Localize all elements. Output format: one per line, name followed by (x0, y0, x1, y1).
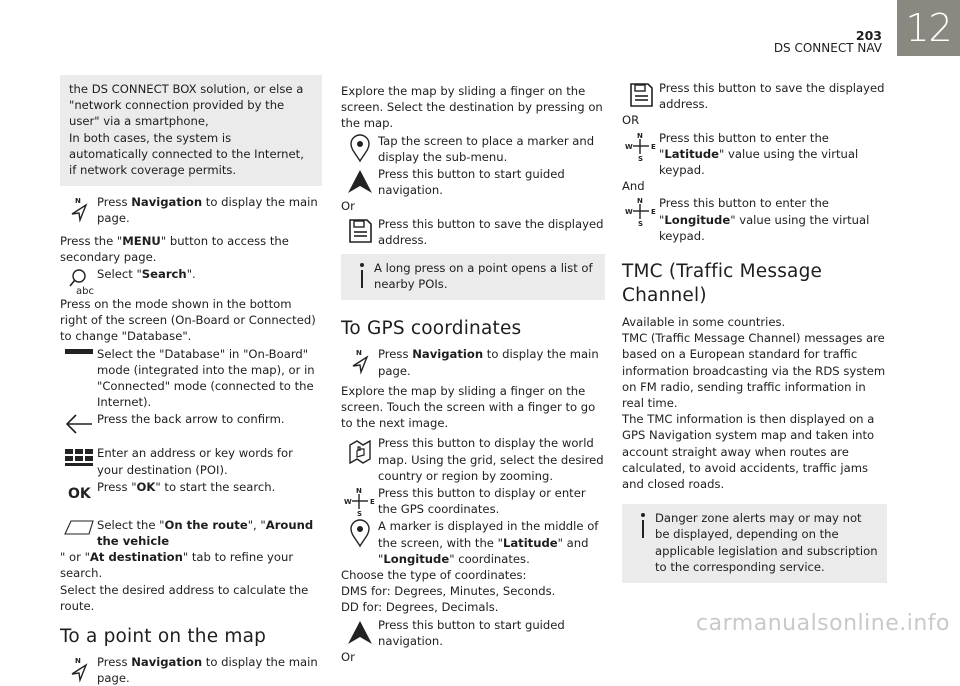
back-arrow-icon (60, 411, 97, 441)
paragraph-route-cont (60, 549, 322, 581)
note-box (341, 254, 605, 300)
text: " or " (60, 550, 90, 565)
step-search (60, 266, 322, 296)
info-box (60, 75, 322, 186)
bold-text: OK (136, 479, 156, 494)
compass-s-label: S (637, 220, 643, 228)
page-header (774, 29, 882, 55)
compass-w-label: W (624, 208, 633, 217)
note-text: A long press on a point opens a list of nearby POIs. (374, 261, 593, 292)
compass-n-label: N (355, 487, 362, 496)
save-icon (622, 80, 659, 110)
tmc-line: TMC (Traffic Message Channel) messages are based on a European standard for traffic information broadcasting via the RDS system on FM radio, sending traffic information in real time. (622, 331, 886, 411)
step-ok (60, 479, 322, 509)
compass-icon (341, 485, 378, 518)
start-navigation-icon (341, 617, 378, 647)
compass-e-label: E (650, 142, 656, 151)
compass-n-label: N (636, 197, 643, 206)
text: Press (378, 347, 413, 362)
start-text: Press this button to start guided navigation. (378, 167, 565, 198)
tmc-line: The TMC information is then displayed on a GPS Navigation system map and taken into account straight away when routes are calculated, to avoid accidents, traffic jams and closed roads. (622, 412, 875, 492)
page-number: 203 (855, 28, 882, 43)
info-box-line: In both cases, the system is automatically connected to the Internet, if network coverage permits. (69, 130, 304, 178)
back-text: Press the back arrow to confirm. (97, 412, 285, 427)
watermark: carmanualsonline.info (696, 611, 950, 636)
column-2 (341, 83, 605, 665)
bold-text: Around the vehicle (97, 517, 314, 549)
database-bar-icon (60, 346, 97, 364)
info-icon (631, 510, 655, 575)
step-address (60, 445, 322, 477)
compass-n-label: N (355, 349, 362, 358)
navigation-icon (60, 654, 97, 684)
compass-icon (622, 195, 659, 228)
or-label: OR (622, 113, 640, 128)
bold-text: Search (141, 267, 187, 282)
keyboard-icon (60, 445, 97, 475)
info-box-line: the DS CONNECT BOX solution, or else a "network connection provided by the user" via a smartphone, (69, 82, 304, 129)
map-pin-icon (341, 133, 378, 163)
tmc-line: Available in some countries. (622, 315, 786, 330)
step-latitude (622, 130, 887, 179)
paragraph-calc: Select the desired address to calculate the route. (60, 582, 309, 613)
bold-text: Latitude (664, 146, 720, 161)
text: to display the main page. (97, 655, 318, 686)
text: Press this button to enter the " (659, 130, 829, 161)
world-text: Press this button to display the world map. Using the grid, select the desired country or region by zooming. (378, 436, 604, 483)
or-label: Or (341, 199, 355, 214)
save-icon (341, 216, 378, 246)
text: Select " (97, 267, 142, 282)
types-line: Choose the type of coordinates: (341, 568, 527, 583)
compass-s-label: S (356, 510, 362, 518)
compass-n-label: N (636, 131, 643, 140)
and-label: And (622, 179, 645, 194)
info-icon (350, 260, 374, 292)
step-start-2 (341, 617, 605, 649)
paragraph-menu (60, 233, 322, 265)
step-navigation-3 (341, 346, 605, 378)
step-tap (341, 133, 605, 165)
heading-point-on-map: To a point on the map (60, 626, 267, 648)
step-marker (341, 518, 605, 567)
compass-e-label: E (369, 498, 375, 507)
text: Press " (97, 479, 137, 494)
column-3 (622, 79, 887, 583)
text: " tab to refine your search. (60, 550, 294, 581)
step-gps (341, 485, 605, 517)
step-route-tab (60, 517, 322, 549)
map-pin-icon (341, 518, 378, 548)
ok-icon (60, 479, 97, 509)
text: to display the main page. (97, 195, 318, 226)
paragraph-explore-2: Explore the map by sliding a finger on the screen. Touch the screen with a finger to go to the next image. (341, 383, 596, 431)
text: Press (97, 655, 132, 670)
navigation-icon (341, 346, 378, 376)
or-label: Or (341, 650, 355, 665)
start-navigation-icon (341, 166, 378, 196)
save-text: Press this button to save the displayed address. (378, 216, 604, 247)
text: Press this button to enter the " (659, 196, 829, 227)
ok-icon-label: OK (67, 485, 91, 502)
step-world-map (341, 435, 605, 484)
bold-text: MENU (122, 233, 161, 248)
text: " button to access the secondary page. (60, 233, 289, 264)
bold-text: Longitude (383, 551, 450, 566)
search-icon (60, 266, 97, 296)
step-longitude (622, 195, 887, 244)
text: Select the " (97, 517, 165, 532)
address-text: Enter an address or key words for your destination (POI). (97, 446, 293, 477)
text: " value using the virtual keypad. (659, 212, 870, 243)
step-save (341, 216, 605, 248)
step-database (60, 346, 322, 411)
bold-text: At destination (89, 550, 183, 565)
step-navigation-2 (60, 654, 322, 686)
text: to display the main page. (378, 347, 599, 378)
step-back (60, 411, 322, 441)
gps-text: Press this button to display or enter the GPS coordinates. (378, 486, 586, 517)
types-line: DMS for: Degrees, Minutes, Seconds. (341, 584, 556, 599)
bold-text: Navigation (131, 195, 203, 210)
save-text-3: Press this button to save the displayed address. (659, 81, 885, 112)
tab-icon (60, 517, 97, 547)
text: " coordinates. (449, 551, 530, 566)
start-text-2: Press this button to start guided navigation. (378, 617, 565, 648)
text: ". (186, 267, 196, 282)
text: ", " (247, 517, 266, 532)
step-save-3 (622, 80, 887, 112)
step-start (341, 166, 605, 198)
text: " value using the virtual keypad. (659, 146, 859, 178)
column-1 (60, 75, 322, 686)
section-title: DS CONNECT NAV (773, 41, 882, 55)
compass-s-label: S (637, 154, 643, 162)
step-navigation (60, 194, 322, 226)
compass-n-label: N (74, 657, 81, 666)
paragraph-mode: Press on the mode shown in the bottom right of the screen (On-Board or Connected) to change "Database". (60, 297, 316, 344)
tap-text: Tap the screen to place a marker and display the sub-menu. (378, 133, 595, 164)
bold-text: Longitude (664, 212, 731, 227)
text: " and " (378, 535, 589, 566)
heading-gps: To GPS coordinates (341, 318, 522, 340)
bold-text: Navigation (412, 347, 484, 362)
bold-text: On the route (164, 517, 248, 532)
bold-text: Navigation (131, 655, 203, 670)
text: Press (97, 195, 132, 210)
bold-text: Latitude (502, 535, 558, 550)
database-text: Select the "Database" in "On-Board" mode (integrated into the map), or in "Connected" mode (connected to the Internet). (97, 346, 315, 410)
compass-e-label: E (650, 208, 656, 217)
navigation-icon (60, 194, 97, 224)
compass-w-label: W (624, 142, 633, 151)
world-map-icon (341, 435, 378, 465)
chapter-tab: 12 (897, 0, 960, 56)
compass-icon (622, 130, 659, 160)
types-line: DD for: Degrees, Decimals. (341, 600, 499, 615)
search-abc-label: abc (75, 286, 94, 297)
paragraph-explore: Explore the map by sliding a finger on the screen. Select the destination by pressing on the map. (341, 84, 603, 131)
note-text: Danger zone alerts may or may not be displayed, depending on the applicable legislation and subscription to the corresponding service. (655, 511, 878, 574)
text: Press the " (60, 233, 123, 248)
text: A marker is displayed in the middle of the screen, with the " (378, 519, 599, 550)
compass-w-label: W (343, 498, 352, 507)
text: " to start the search. (155, 479, 276, 494)
note-box (622, 504, 887, 583)
heading-tmc: TMC (Traffic Message Channel) (622, 261, 823, 307)
compass-n-label: N (74, 197, 81, 206)
